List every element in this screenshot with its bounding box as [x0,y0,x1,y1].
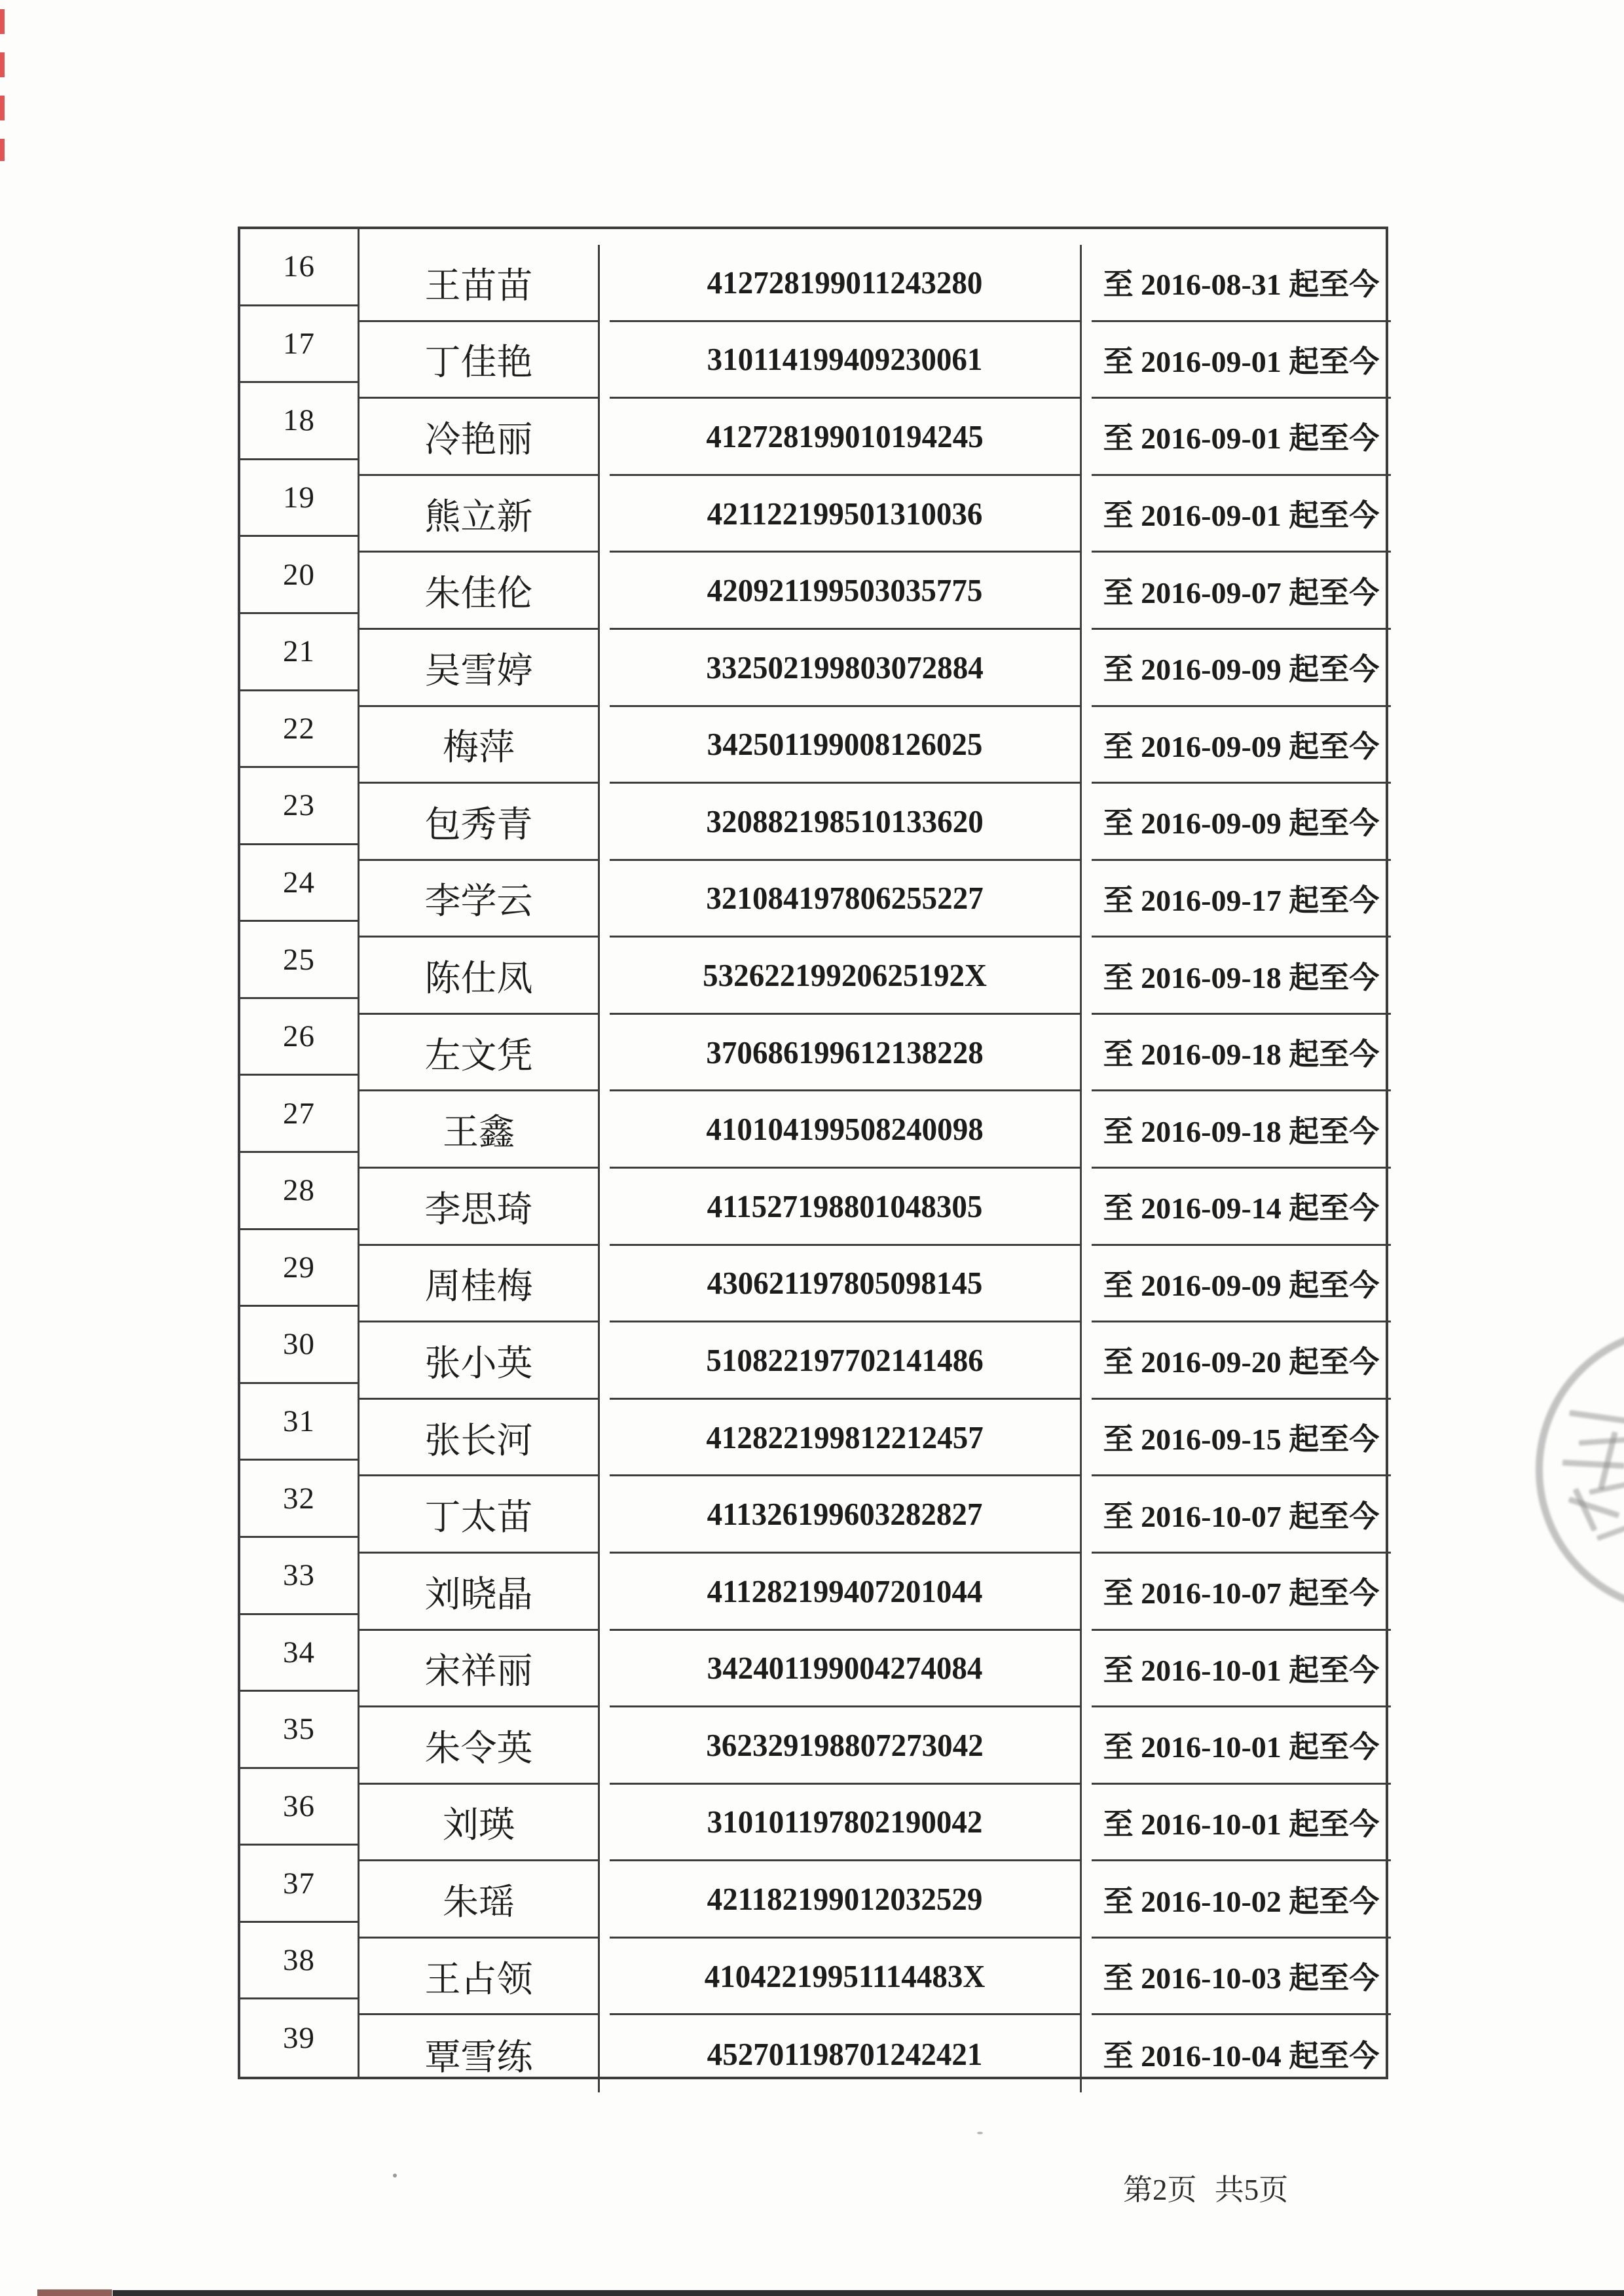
scan-artifact-red-dash [0,96,5,120]
id-number-cell: 332502199803072884 [610,630,1082,707]
id-number-cell: 412728199010194245 [610,399,1082,476]
name-cell: 王苗苗 [360,245,600,322]
name-cell: 朱佳伦 [360,553,600,630]
row-number-cell: 17 [240,306,360,384]
name-cell: 左文凭 [360,1015,600,1092]
period-cell: 至 2016-10-01 起至今 [1092,1707,1391,1785]
row-number-cell: 32 [240,1461,360,1538]
name-cell: 熊立新 [360,476,600,553]
period-cell: 至 2016-09-07 起至今 [1092,553,1391,630]
period-cell: 至 2016-09-14 起至今 [1092,1169,1391,1246]
period-cell: 至 2016-09-09 起至今 [1092,784,1391,861]
name-cell: 朱瑶 [360,1861,600,1939]
name-cell: 覃雪练 [360,2015,600,2092]
official-seal [1536,1326,1624,1614]
id-number-cell: 421182199012032529 [610,1861,1082,1939]
name-cell: 冷艳丽 [360,399,600,476]
row-number-cell: 24 [240,845,360,922]
scan-artifact-bottom-mark [37,2289,112,2296]
name-cell: 陈仕凤 [360,938,600,1015]
row-number-cell: 29 [240,1230,360,1307]
period-cell: 至 2016-09-18 起至今 [1092,938,1391,1015]
name-cell: 包秀青 [360,784,600,861]
period-cell: 至 2016-10-03 起至今 [1092,1939,1391,2016]
row-number-cell: 38 [240,1923,360,2000]
id-number-cell: 411326199603282827 [610,1476,1082,1554]
id-number-cell: 41042219951114483X [610,1939,1082,2016]
row-number-cell: 31 [240,1384,360,1461]
row-number-cell: 22 [240,691,360,769]
row-number-cell: 23 [240,768,360,845]
id-number-cell: 412822199812212457 [610,1400,1082,1477]
scan-artifact-bottom-bar [113,2290,1624,2296]
id-number-cell: 310101197802190042 [610,1785,1082,1862]
id-number-cell: 362329198807273042 [610,1707,1082,1785]
id-number-cell: 410104199508240098 [610,1091,1082,1169]
seal-stroke [1596,1512,1624,1540]
row-number-cell: 34 [240,1615,360,1692]
seal-stroke [1562,1460,1624,1469]
period-cell: 至 2016-09-18 起至今 [1092,1091,1391,1169]
name-cell: 宋祥丽 [360,1631,600,1708]
scan-artifact-speck [977,2132,983,2134]
id-number-cell: 53262219920625192X [610,938,1082,1015]
seal-stroke [1569,1410,1624,1430]
row-number-cell: 28 [240,1153,360,1230]
scan-artifact-red-dash [0,139,5,161]
row-number-cell: 37 [240,1846,360,1923]
row-number-cell: 26 [240,999,360,1076]
name-cell: 周桂梅 [360,1246,600,1323]
period-cell: 至 2016-09-18 起至今 [1092,1015,1391,1092]
period-cell: 至 2016-09-20 起至今 [1092,1322,1391,1400]
seal-stroke [1568,1497,1620,1518]
id-number-cell: 412728199011243280 [610,245,1082,322]
period-cell: 至 2016-09-15 起至今 [1092,1400,1391,1477]
row-number-cell: 21 [240,614,360,691]
name-cell: 丁佳艳 [360,322,600,399]
name-cell: 李思琦 [360,1169,600,1246]
row-number-cell: 39 [240,1999,360,2077]
name-cell: 李学云 [360,861,600,938]
period-cell: 至 2016-09-01 起至今 [1092,322,1391,399]
period-cell: 至 2016-10-04 起至今 [1103,2039,1380,2073]
name-cell: 吴雪婷 [360,630,600,707]
page-footer [1123,2166,1385,2205]
period-cell: 至 2016-10-07 起至今 [1092,1476,1391,1554]
id-number-cell: 421122199501310036 [610,476,1082,553]
id-number-cell: 452701198701242421 [610,2015,1082,2092]
scan-artifact-speck [393,2174,397,2178]
id-number-cell: 411527198801048305 [610,1169,1082,1246]
period-cell: 至 2016-09-09 起至今 [1092,630,1391,707]
scan-artifact-red-dash [0,9,5,34]
row-number-cell: 19 [240,460,360,538]
period-cell: 至 2016-10-02 起至今 [1092,1861,1391,1939]
period-cell: 至 2016-09-09 起至今 [1092,1246,1391,1323]
page-number-text: 第2页 共5页 [1123,2174,1289,2206]
id-number-cell: 411282199407201044 [610,1554,1082,1631]
name-cell: 张小英 [360,1322,600,1400]
row-number-cell: 18 [240,383,360,460]
row-number-cell: 20 [240,537,360,614]
period-cell: 至 2016-09-01 起至今 [1092,399,1391,476]
id-number-cell: 321084197806255227 [610,861,1082,938]
seal-stroke [1579,1435,1624,1446]
row-number-cell: 30 [240,1307,360,1384]
id-number-cell: 430621197805098145 [610,1246,1082,1323]
id-number-cell: 420921199503035775 [610,553,1082,630]
id-number-cell: 342401199004274084 [610,1631,1082,1708]
name-cell: 梅萍 [360,707,600,784]
period-cell: 至 2016-10-07 起至今 [1092,1554,1391,1631]
name-cell: 刘晓晶 [360,1554,600,1631]
name-cell: 刘瑛 [360,1785,600,1862]
name-cell: 朱令英 [360,1707,600,1785]
period-cell: 至 2016-09-01 起至今 [1092,476,1391,553]
name-cell: 王鑫 [360,1091,600,1169]
row-number-cell: 16 [240,229,360,306]
scan-artifact-red-dash [0,52,5,77]
id-number-cell: 342501199008126025 [610,707,1082,784]
period-cell: 至 2016-09-17 起至今 [1092,861,1391,938]
row-number-cell: 25 [240,922,360,999]
id-number-cell: 510822197702141486 [610,1322,1082,1400]
id-number-cell: 320882198510133620 [610,784,1082,861]
period-cell: 至 2016-08-31 起至今 [1092,245,1391,322]
row-number-cell: 33 [240,1538,360,1615]
name-cell: 王占领 [360,1939,600,2016]
row-number-cell: 36 [240,1769,360,1846]
id-number-cell: 310114199409230061 [610,322,1082,399]
name-cell: 丁太苗 [360,1476,600,1554]
period-cell: 至 2016-10-01 起至今 [1092,1785,1391,1862]
roster-table [238,227,1388,2079]
id-number-cell: 370686199612138228 [610,1015,1082,1092]
name-cell: 张长河 [360,1400,600,1477]
period-cell: 至 2016-09-09 起至今 [1092,707,1391,784]
row-number-cell: 35 [240,1692,360,1769]
row-number-cell: 27 [240,1076,360,1153]
period-cell: 至 2016-10-01 起至今 [1092,1631,1391,1708]
